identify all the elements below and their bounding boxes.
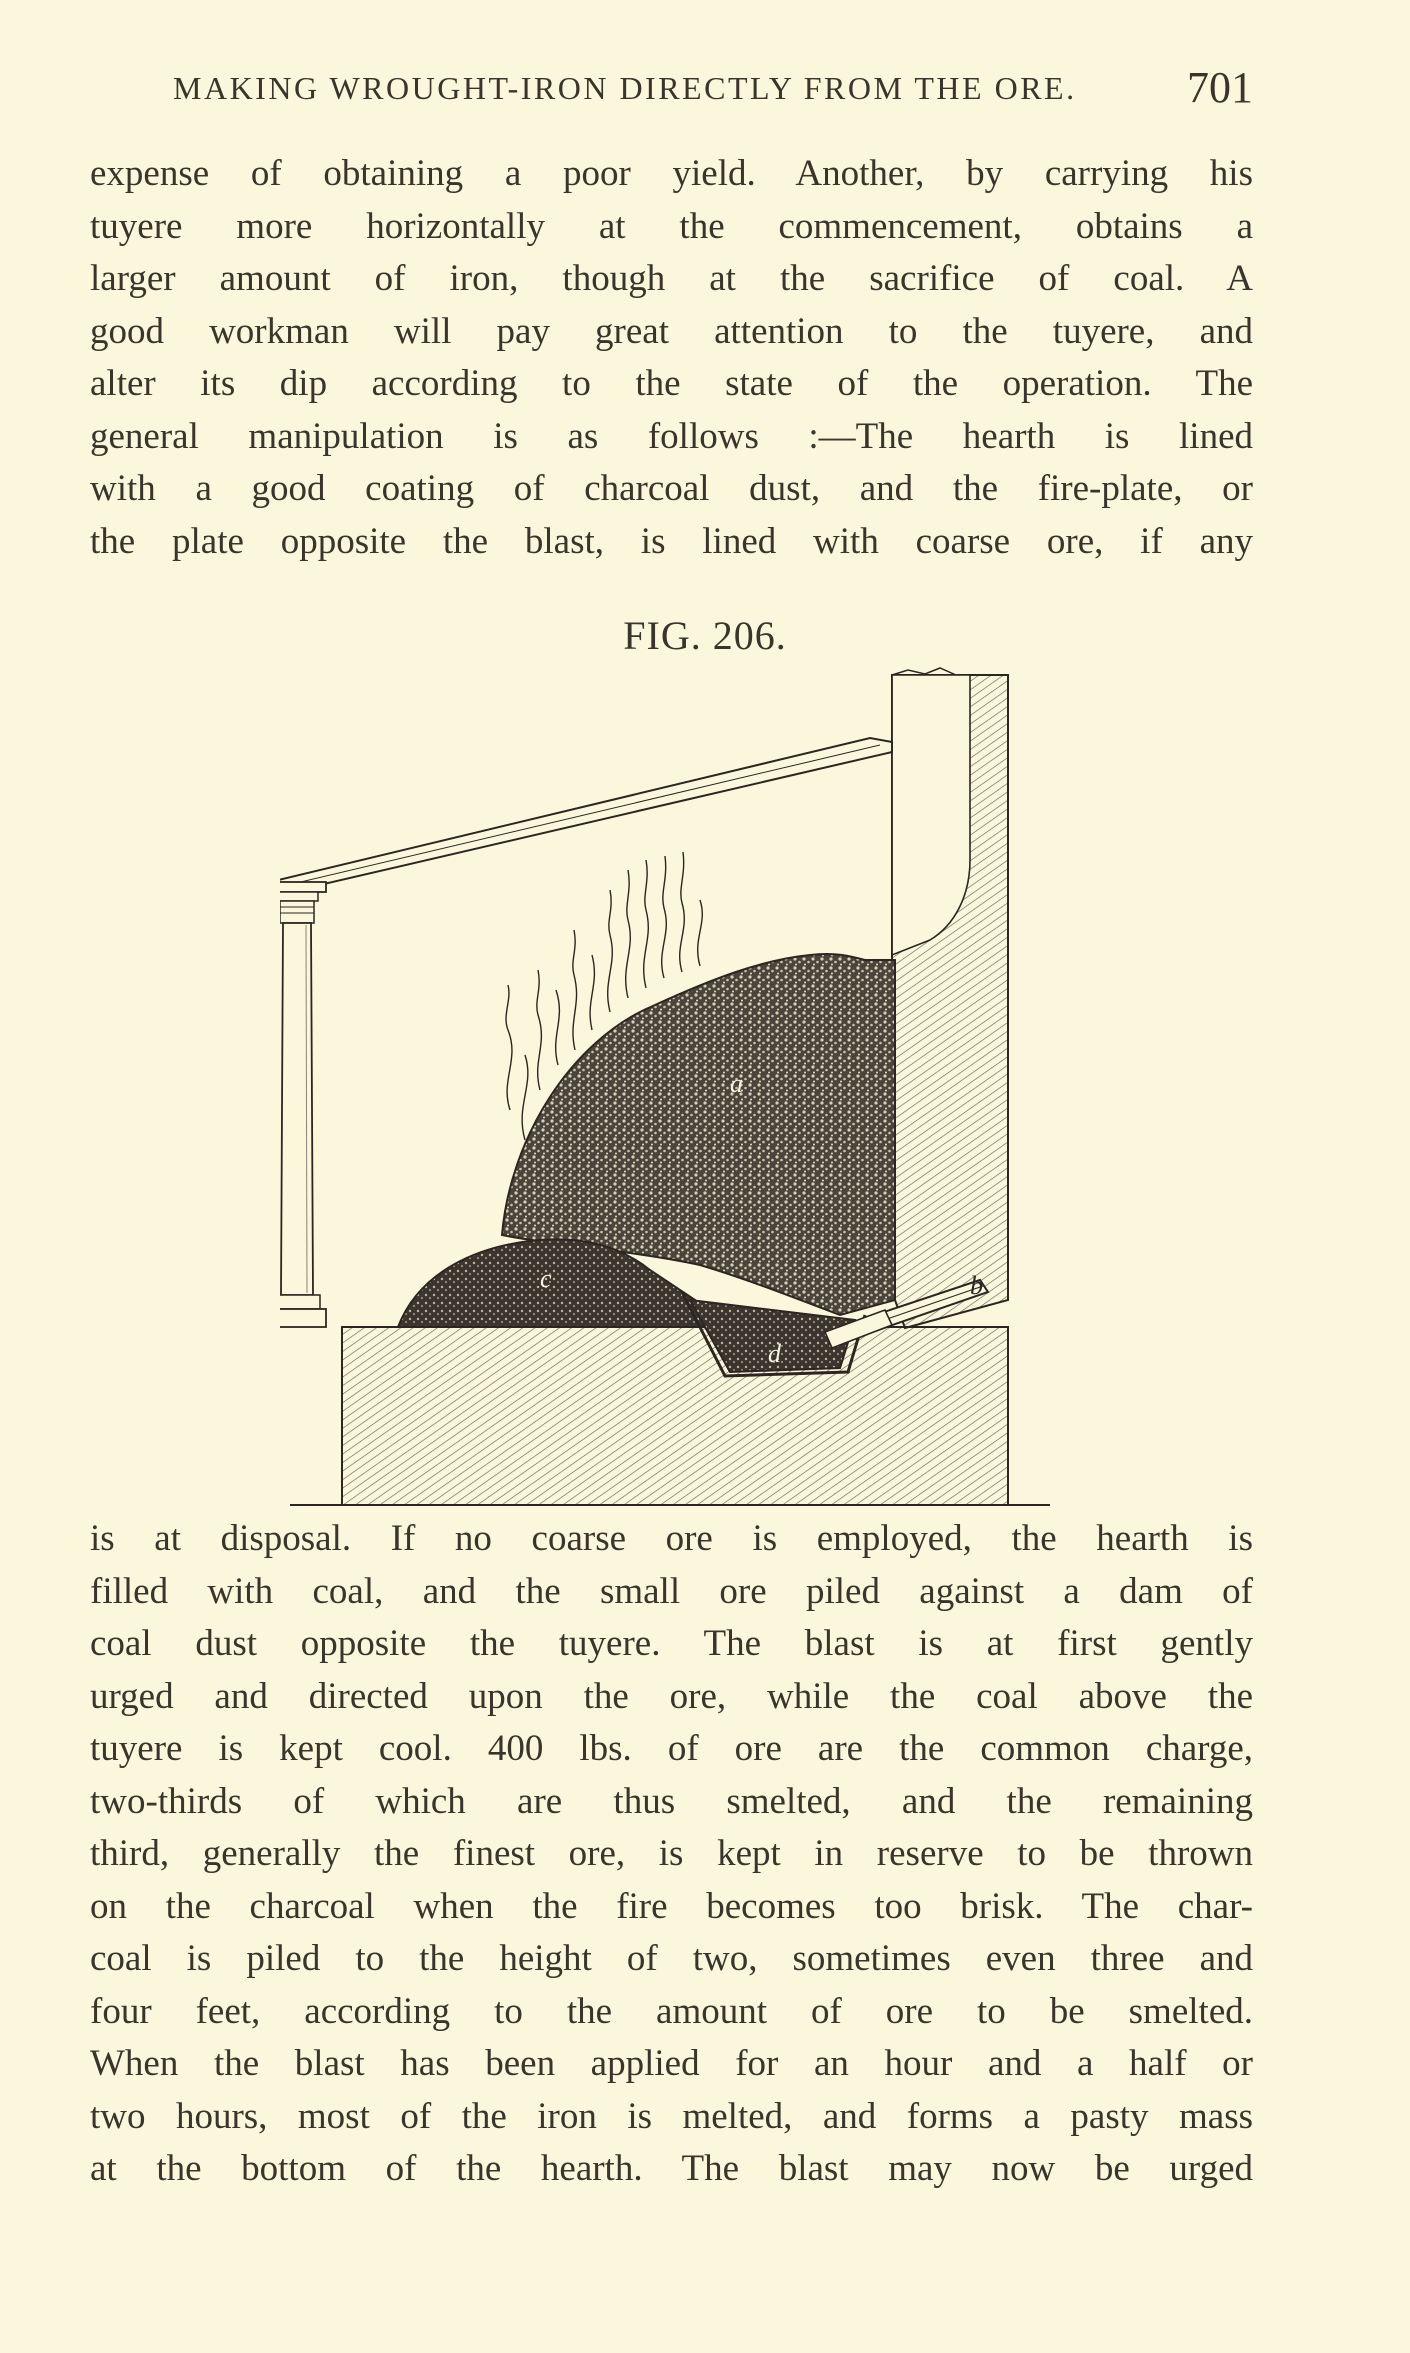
text-line: urged and directed upon the ore, while the coal above the <box>90 1675 1253 1717</box>
page-header <box>173 62 1253 112</box>
text-line: third, generally the finest ore, is kept in reserve to be thrown <box>90 1833 1253 1874</box>
text-line: four feet, according to the amount of ore to be smelted. <box>90 1990 1253 2032</box>
figure-caption: FIG. 206. <box>623 613 787 658</box>
support-column <box>280 882 326 1327</box>
text-line: the plate opposite the blast, is lined with coarse ore, if any <box>90 520 1253 562</box>
label-d: d <box>768 1339 781 1368</box>
paragraph-top <box>90 148 1253 568</box>
label-b: b <box>970 1271 983 1300</box>
text-line: tuyere is kept cool. 400 lbs. of ore are the common charge, <box>90 1728 1253 1769</box>
text-line: general manipulation is as follows :—The hearth is lined <box>90 415 1253 457</box>
text-line: on the charcoal when the fire becomes too brisk. The char- <box>90 1885 1253 1927</box>
text-line: two-thirds of which are thus smelted, and the remaining <box>90 1780 1253 1822</box>
text-line: When the blast has been applied for an hour and a half or <box>90 2043 1253 2084</box>
hood-beam <box>280 738 892 900</box>
hearth-base <box>342 1327 1008 1505</box>
paragraph-bottom <box>90 1513 1253 2196</box>
running-head: MAKING WROUGHT-IRON DIRECTLY FROM THE ORE. <box>173 70 1077 106</box>
text-line: filled with coal, and the small ore piled against a dam of <box>90 1570 1253 1612</box>
hearth-diagram <box>280 660 1070 1520</box>
page-number: 701 <box>1187 63 1253 112</box>
figure-hearth-illustration <box>280 660 1070 1520</box>
text-line: at the bottom of the hearth. The blast may now be urged <box>90 2148 1253 2189</box>
text-line: good workman will pay great attention to the tuyere, and <box>90 310 1253 352</box>
text-line: alter its dip according to the state of the operation. The <box>90 363 1253 404</box>
label-c: c <box>540 1264 552 1293</box>
label-a: a <box>730 1069 743 1098</box>
text-line: with a good coating of charcoal dust, and the fire-plate, or <box>90 468 1253 509</box>
text-line: is at disposal. If no coarse ore is employed, the hearth is <box>90 1518 1253 1559</box>
text-line: coal is piled to the height of two, sometimes even three and <box>90 1938 1253 1979</box>
text-line: two hours, most of the iron is melted, and forms a pasty mass <box>90 2095 1253 2137</box>
text-line: coal dust opposite the tuyere. The blast is at first gently <box>90 1623 1253 1664</box>
text-line: tuyere more horizontally at the commencement, obtains a <box>90 205 1253 247</box>
text-line: expense of obtaining a poor yield. Another, by carrying his <box>90 153 1253 194</box>
text-line: larger amount of iron, though at the sacrifice of coal. A <box>90 258 1253 299</box>
